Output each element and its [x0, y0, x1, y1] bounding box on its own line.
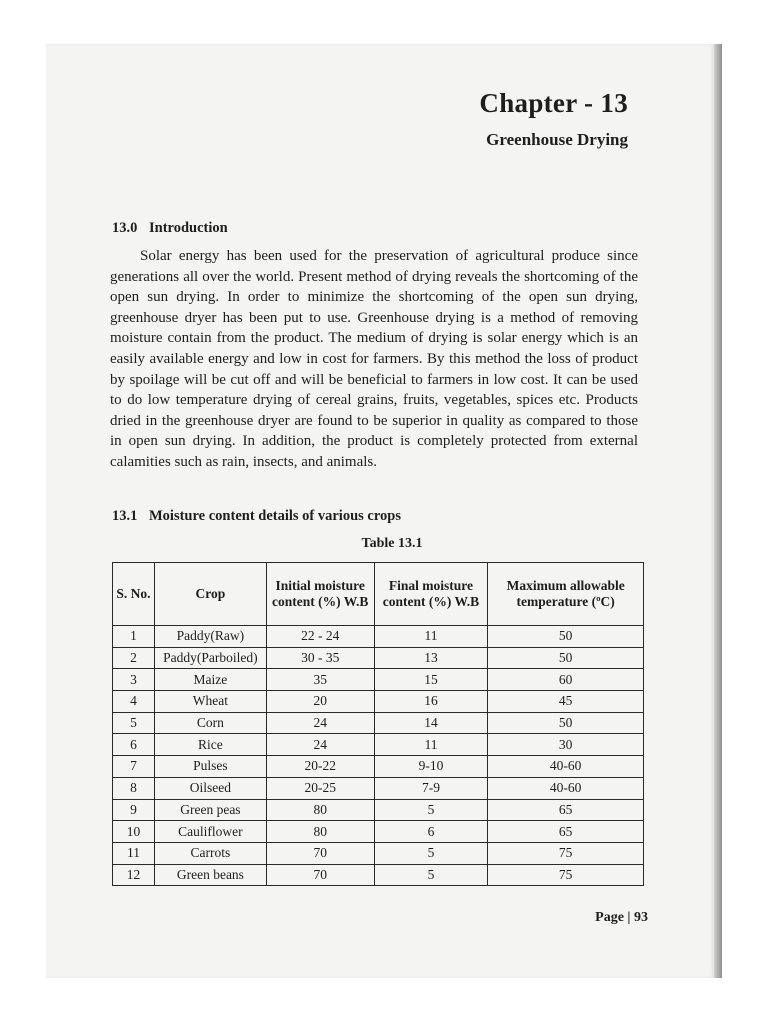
header-sno: S. No. — [113, 563, 155, 626]
cell-max-temperature: 50 — [488, 626, 644, 648]
cell-crop: Corn — [154, 712, 266, 734]
table-row — [113, 647, 644, 669]
cell-initial-moisture: 20-25 — [266, 777, 374, 799]
section-heading-moisture — [112, 508, 401, 525]
section-number: 13.1 — [112, 508, 138, 524]
cell-final-moisture: 9-10 — [374, 756, 488, 778]
cell-max-temperature: 50 — [488, 712, 644, 734]
table-row — [113, 712, 644, 734]
cell-initial-moisture: 20-22 — [266, 756, 374, 778]
table-caption: Table 13.1 — [361, 536, 423, 551]
cell-final-moisture: 11 — [374, 626, 488, 648]
cell-final-moisture: 16 — [374, 691, 488, 713]
chapter-title: Chapter - 13 — [479, 88, 628, 118]
book-page — [46, 44, 714, 978]
header-initial-moisture: Initial moisture content (%) W.B — [266, 563, 374, 626]
cell-crop: Green peas — [154, 799, 266, 821]
table-header-row — [113, 563, 644, 626]
cell-crop: Pulses — [154, 756, 266, 778]
table-row — [113, 842, 644, 864]
cell-final-moisture: 11 — [374, 734, 488, 756]
cell-sno: 1 — [113, 626, 155, 648]
cell-sno: 10 — [113, 821, 155, 843]
cell-initial-moisture: 24 — [266, 712, 374, 734]
introduction-paragraph: Solar energy has been used for the preservation of agricultural produce since generations all over the world. Present method of drying reveals the shortcoming of the open sun drying. In order to minimize the shortcoming of the open sun drying, greenhouse dryer has been put to use. Greenhouse drying is a method of removing moisture contain from the product. The medium of drying is solar energy which is an easily available energy and low in cost for farmers. By this method the loss of product by spoilage will be cut off and will be beneficial to farmers in low cost. It can be used to do low temperature drying of cereal grains, fruits, vegetables, spices etc. Products dried in the greenhouse dryer are found to be superior in quality as compared to those in open sun drying. In addition, the product is completely protected from external calamities such as rain, insects, and animals. — [110, 248, 638, 470]
cell-final-moisture: 13 — [374, 647, 488, 669]
cell-max-temperature: 75 — [488, 864, 644, 886]
cell-sno: 6 — [113, 734, 155, 756]
cell-final-moisture: 7-9 — [374, 777, 488, 799]
cell-initial-moisture: 24 — [266, 734, 374, 756]
cell-crop: Cauliflower — [154, 821, 266, 843]
cell-final-moisture: 15 — [374, 669, 488, 691]
cell-crop: Carrots — [154, 842, 266, 864]
section-title: Moisture content details of various crops — [149, 508, 401, 524]
cell-initial-moisture: 80 — [266, 799, 374, 821]
cell-sno: 12 — [113, 864, 155, 886]
book-spine-edge — [714, 44, 722, 978]
cell-initial-moisture: 20 — [266, 691, 374, 713]
section-title: Introduction — [149, 220, 228, 236]
moisture-content-table — [112, 562, 644, 886]
cell-sno: 8 — [113, 777, 155, 799]
cell-initial-moisture: 35 — [266, 669, 374, 691]
section-heading-introduction — [112, 220, 228, 237]
cell-final-moisture: 6 — [374, 821, 488, 843]
cell-sno: 4 — [113, 691, 155, 713]
cell-sno: 2 — [113, 647, 155, 669]
table-row — [113, 799, 644, 821]
table-row — [113, 626, 644, 648]
table-row — [113, 669, 644, 691]
cell-max-temperature: 40-60 — [488, 777, 644, 799]
cell-max-temperature: 60 — [488, 669, 644, 691]
cell-crop: Maize — [154, 669, 266, 691]
cell-sno: 7 — [113, 756, 155, 778]
table-row — [113, 777, 644, 799]
cell-crop: Green beans — [154, 864, 266, 886]
cell-crop: Paddy(Raw) — [154, 626, 266, 648]
table-row — [113, 756, 644, 778]
cell-final-moisture: 14 — [374, 712, 488, 734]
cell-max-temperature: 45 — [488, 691, 644, 713]
page-number: Page | 93 — [595, 910, 648, 925]
header-final-moisture: Final moisture content (%) W.B — [374, 563, 488, 626]
cell-max-temperature: 75 — [488, 842, 644, 864]
cell-crop: Rice — [154, 734, 266, 756]
cell-max-temperature: 30 — [488, 734, 644, 756]
cell-crop: Oilseed — [154, 777, 266, 799]
cell-max-temperature: 40-60 — [488, 756, 644, 778]
cell-final-moisture: 5 — [374, 842, 488, 864]
cell-crop: Wheat — [154, 691, 266, 713]
cell-max-temperature: 50 — [488, 647, 644, 669]
cell-max-temperature: 65 — [488, 799, 644, 821]
table-row — [113, 691, 644, 713]
cell-initial-moisture: 70 — [266, 842, 374, 864]
table-row — [113, 864, 644, 886]
cell-initial-moisture: 30 - 35 — [266, 647, 374, 669]
header-crop: Crop — [154, 563, 266, 626]
table-row — [113, 821, 644, 843]
cell-initial-moisture: 70 — [266, 864, 374, 886]
cell-sno: 11 — [113, 842, 155, 864]
chapter-subtitle: Greenhouse Drying — [486, 130, 628, 149]
cell-final-moisture: 5 — [374, 864, 488, 886]
cell-crop: Paddy(Parboiled) — [154, 647, 266, 669]
cell-initial-moisture: 22 - 24 — [266, 626, 374, 648]
cell-initial-moisture: 80 — [266, 821, 374, 843]
cell-final-moisture: 5 — [374, 799, 488, 821]
header-max-temperature: Maximum allowable temperature (ºC) — [488, 563, 644, 626]
section-number: 13.0 — [112, 220, 138, 236]
cell-sno: 5 — [113, 712, 155, 734]
cell-max-temperature: 65 — [488, 821, 644, 843]
cell-sno: 3 — [113, 669, 155, 691]
table-row — [113, 734, 644, 756]
cell-sno: 9 — [113, 799, 155, 821]
